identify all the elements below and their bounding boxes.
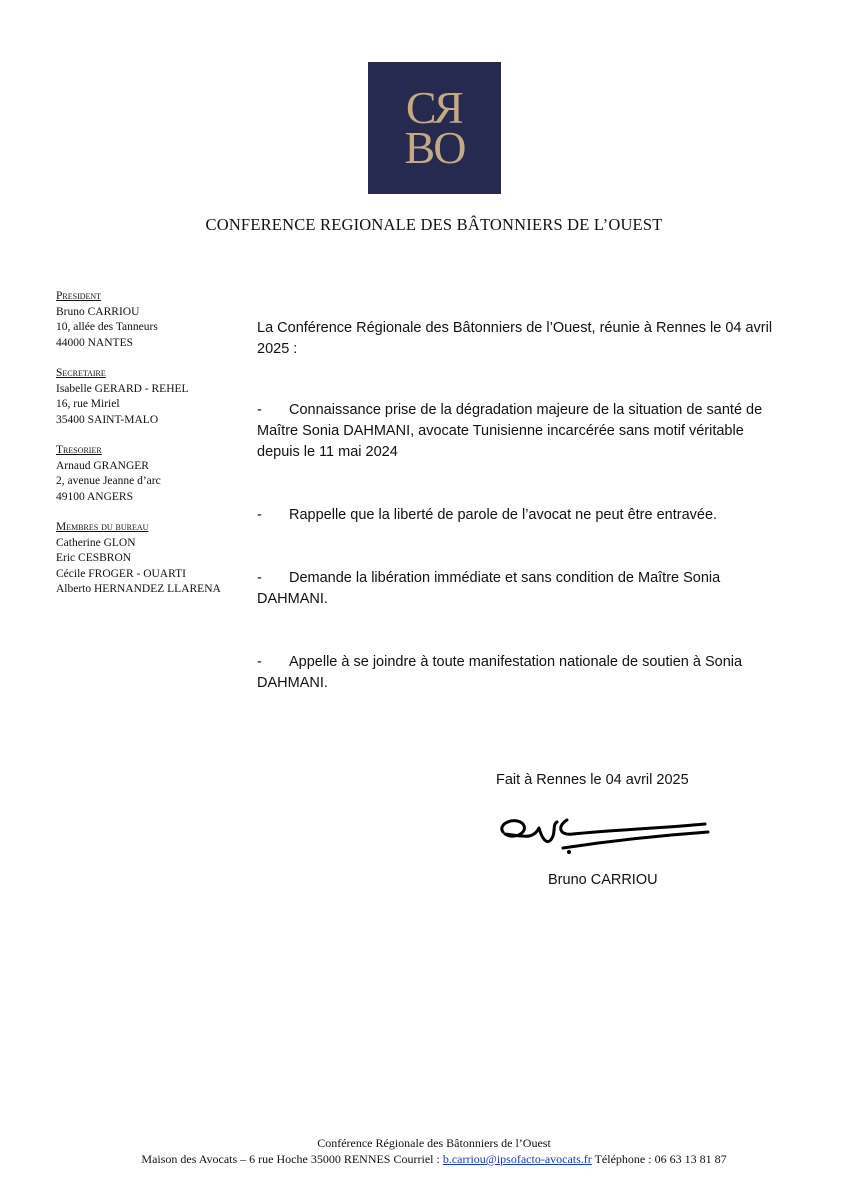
logo-letter-r: R — [434, 82, 464, 133]
footer-line-2 — [0, 1151, 868, 1167]
sidebar-line: Arnaud GRANGER — [56, 459, 149, 472]
signer-name: Bruno CARRIOU — [548, 872, 658, 888]
bureau-sidebar — [56, 289, 256, 613]
section-title: President — [56, 290, 102, 302]
document-heading: CONFERENCE REGIONALE DES BÂTONNIERS DE L’OUEST — [205, 215, 663, 234]
section-title: Secretaire — [56, 367, 106, 379]
footer-phone: Téléphone : 06 63 13 81 87 — [591, 1152, 727, 1166]
tresorier-section — [56, 443, 256, 505]
sidebar-line: Alberto HERNANDEZ LLARENA — [56, 583, 221, 595]
bullet-text: Rappelle que la liberté de parole de l’avocat ne peut être entravée. — [289, 507, 718, 523]
sidebar-line: Eric CESBRON — [56, 552, 132, 564]
sidebar-line: Cécile FROGER - OUARTI — [56, 567, 186, 580]
bullet-text: Appelle à se joindre à toute manifestation nationale de soutien à Sonia DAHMANI. — [257, 654, 743, 691]
president-section — [56, 289, 256, 351]
sidebar-line: 44000 NANTES — [56, 336, 133, 349]
place-date: Fait à Rennes le 04 avril 2025 — [496, 772, 689, 788]
bullet-item — [257, 400, 787, 463]
footer-address: Maison des Avocats – 6 rue Hoche 35000 RENNES Courriel : — [141, 1152, 443, 1166]
sidebar-line: 35400 SAINT-MALO — [56, 413, 159, 426]
bullet-text: Demande la libération immédiate et sans condition de Maître Sonia DAHMANI. — [257, 570, 721, 607]
sidebar-line: 2, avenue Jeanne d’arc — [56, 475, 161, 487]
sidebar-line: 16, rue Miriel — [56, 398, 120, 410]
bullet-item — [257, 652, 787, 694]
statement-body — [257, 318, 787, 736]
secretaire-section — [56, 366, 256, 428]
bullet-item — [257, 505, 787, 526]
footer-email-link[interactable]: b.carriou@ipsofacto-avocats.fr — [442, 1152, 592, 1166]
bullet-dash: - — [257, 507, 262, 523]
bullet-dash: - — [257, 402, 262, 418]
logo-line-2: BO — [404, 122, 465, 173]
membres-section — [56, 520, 256, 598]
bullet-text: Connaissance prise de la dégradation majeure de la situation de santé de Maître Sonia DAHMANI, avocate Tunisienne incarcérée sans motif véritable depuis le 11 mai 2024 — [257, 402, 763, 460]
bullet-item — [257, 568, 787, 610]
page-footer — [0, 1135, 868, 1167]
sidebar-line: Isabelle GERARD - REHEL — [56, 382, 189, 395]
sidebar-line: 49100 ANGERS — [56, 490, 133, 503]
crbo-logo — [368, 62, 501, 194]
section-title: Tresorier — [56, 444, 102, 456]
bullet-dash: - — [257, 654, 262, 670]
handwritten-signature — [493, 812, 718, 867]
bullet-dash: - — [257, 570, 262, 586]
logo-letter-c: C — [405, 82, 435, 133]
intro-paragraph: La Conférence Régionale des Bâtonniers de l’Ouest, réunie à Rennes le 04 avril 2025 : — [257, 320, 773, 357]
footer-line-1: Conférence Régionale des Bâtonniers de l’Ouest — [317, 1136, 551, 1150]
sidebar-line: Bruno CARRIOU — [56, 305, 140, 318]
sidebar-line: Catherine GLON — [56, 536, 136, 549]
sidebar-line: 10, allée des Tanneurs — [56, 321, 158, 333]
section-title: Membres du bureau — [56, 521, 149, 533]
